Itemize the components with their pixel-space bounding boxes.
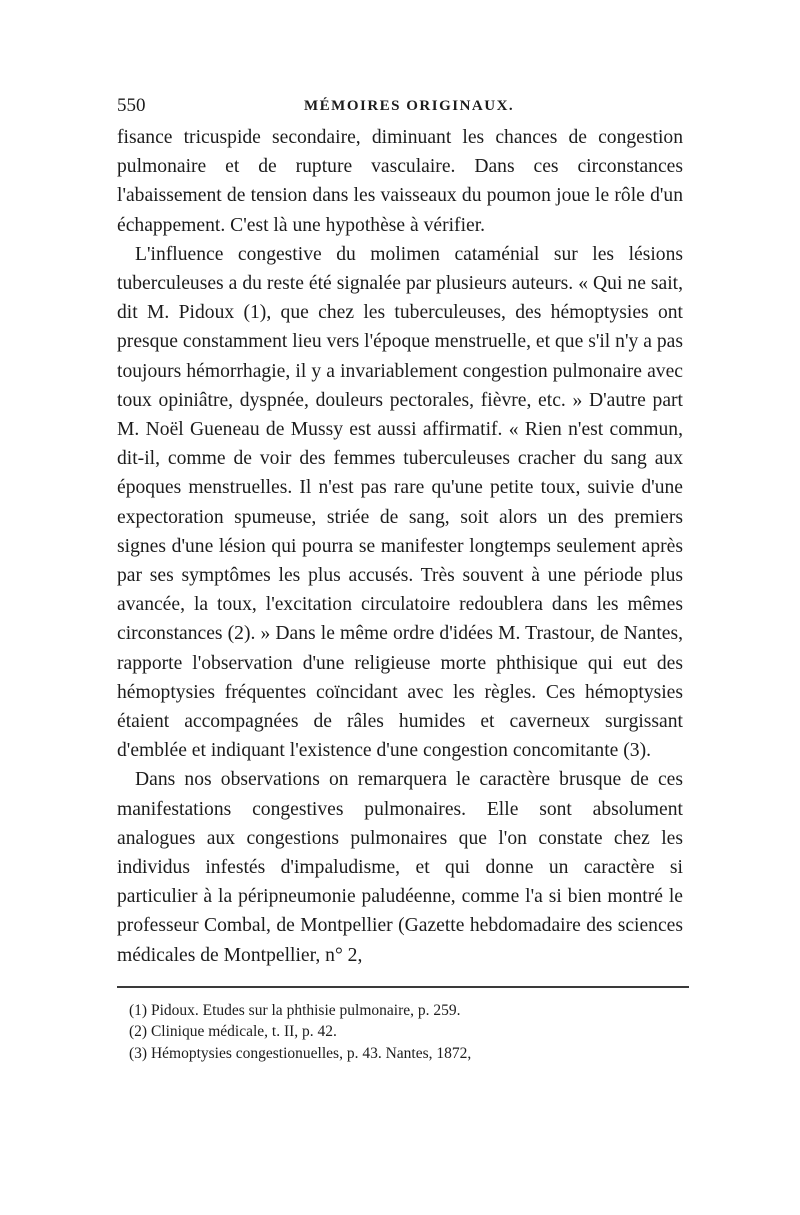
paragraph-observations: Dans nos observations on remarquera le caractère brusque de ces manifestations congestives pulmonaires. Elle sont absolument analogues aux congestions pulmonaires que l'on constate chez les individus infestés d'impaludisme, et qui donne un caractère si particulier à la péripneumonie paludéenne, comme l'a si bien montré le professeur Combal, de Montpellier (Gazette hebdomadaire des sciences médicales de Montpellier, n° 2, — [117, 769, 683, 966]
running-title: MÉMOIRES ORIGINAUX. — [304, 98, 515, 114]
page-number: 550 — [117, 95, 146, 116]
running-head — [117, 92, 683, 120]
footnote-2: (2) Clinique médicale, t. II, p. 42. — [129, 1023, 337, 1041]
paragraph-continuation: fisance tricuspide secondaire, diminuant les chances de congestion pulmonaire et de rupture vasculaire. Dans ces circonstances l'abaissement de tension dans les vaisseaux du poumon joue le rôle d'un échappement. C'est là une hypothèse à vérifier. — [117, 127, 683, 236]
footnote-3: (3) Hémoptysies congestionuelles, p. 43. Nantes, 1872, — [129, 1044, 472, 1062]
footnote-divider — [117, 986, 689, 988]
body-text — [117, 123, 683, 970]
footnote-1: (1) Pidoux. Etudes sur la phthisie pulmonaire, p. 259. — [129, 1001, 461, 1019]
footnotes — [117, 1000, 683, 1065]
book-page — [117, 92, 683, 1064]
paragraph-catamenial-influence: L'influence congestive du molimen cataménial sur les lésions tuberculeuses a du reste été signalée par plusieurs auteurs. « Qui ne sait, dit M. Pidoux (1), que chez les tuberculeuses, des hémoptysies ont presque constamment lieu vers l'époque menstruelle, et que s'il n'y a pas toujours hémorrhagie, il y a invariablement congestion pulmonaire avec toux opiniâtre, dyspnée, douleurs pectorales, fièvre, etc. » D'autre part M. Noël Gueneau de Mussy est aussi affirmatif. « Rien n'est commun, dit-il, comme de voir des femmes tuberculeuses cracher du sang aux époques menstruelles. Il n'est pas rare qu'une petite toux, suivie d'une expectoration spumeuse, striée de sang, soit alors un des premiers signes d'une lésion qui pourra se manifester longtemps seulement après par ses symptômes les plus accusés. Très souvent à une période plus avancée, la toux, l'excitation circulatoire redoublera dans les mêmes circonstances (2). » Dans le même ordre d'idées M. Trastour, de Nantes, rapporte l'observation d'une religieuse morte phthisique qui eut des hémoptysies fréquentes coïncidant avec les règles. Ces hémoptysies étaient accompagnées de râles humides et caverneux surgissant d'emblée et indiquant l'existence d'une congestion concomitante (3). — [117, 243, 683, 762]
